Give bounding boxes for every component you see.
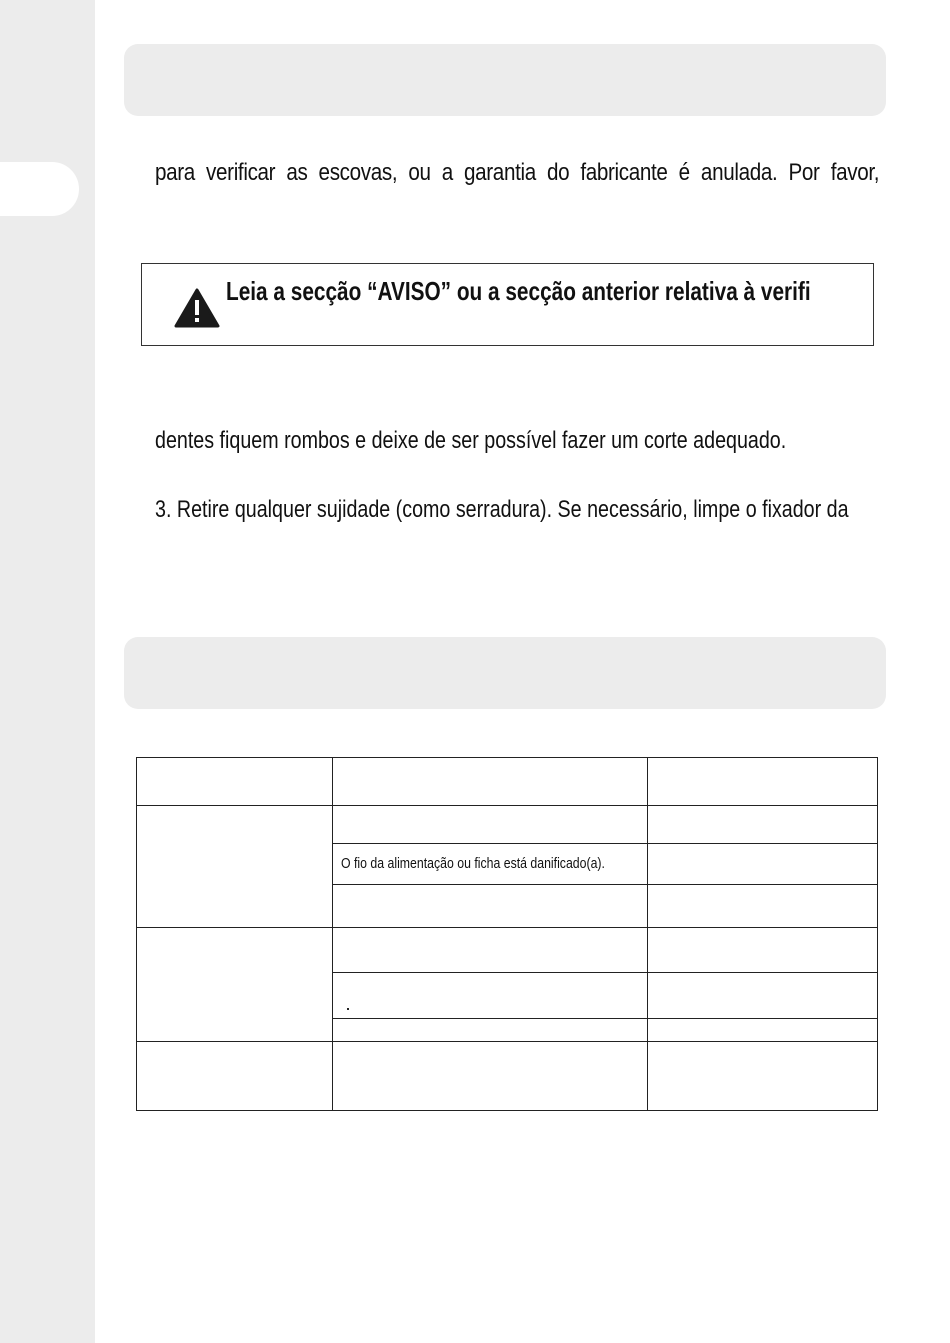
table-rule — [136, 927, 878, 928]
section-header-band — [124, 44, 886, 116]
table-rule — [136, 757, 137, 1111]
troubleshooting-table — [136, 757, 878, 1111]
warning-box — [141, 263, 874, 346]
table-rule — [136, 805, 878, 806]
table-mark — [347, 805, 350, 806]
table-rule — [877, 757, 878, 1111]
warning-triangle-icon — [174, 288, 220, 328]
table-rule — [332, 884, 878, 885]
table-rule — [136, 1110, 878, 1111]
table-rule — [332, 757, 333, 1111]
table-rule — [136, 1041, 878, 1042]
table-rule — [332, 972, 878, 973]
table-rule — [332, 843, 878, 844]
warning-text-area — [226, 264, 866, 344]
table-mark — [347, 757, 350, 758]
warning-text: Leia a secção “AVISO” ou a secção anterior relativa à verifi — [226, 276, 811, 306]
table-cell-text: O fio da alimentação ou ficha está danificado(a). — [341, 855, 605, 872]
table-rule — [332, 1018, 878, 1019]
body-text-line: 3. Retire qualquer sujidade (como serradura). Se necessário, limpe o fixador da — [155, 496, 849, 523]
table-mark — [347, 1008, 349, 1010]
body-text-line: para verificar as escovas, ou a garantia do fabricante é anulada. Por favor, — [155, 159, 880, 186]
table-mark — [347, 1041, 350, 1042]
table-rule — [136, 757, 878, 758]
chapter-tab — [0, 162, 79, 216]
section-header-band — [124, 637, 886, 709]
table-rule — [647, 757, 648, 1111]
body-text-line: dentes fiquem rombos e deixe de ser possível fazer um corte adequado. — [155, 427, 787, 454]
